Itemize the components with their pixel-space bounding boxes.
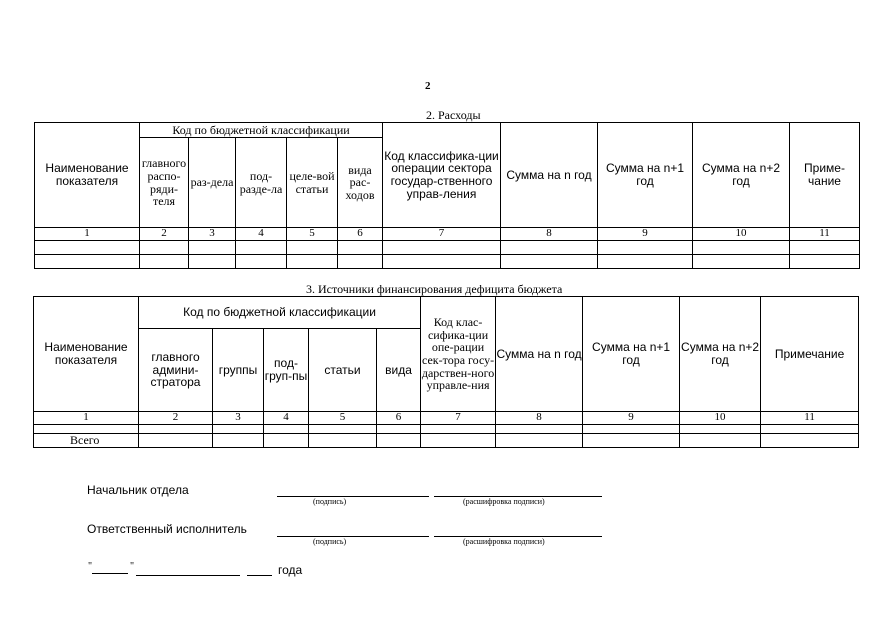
header-operation-code: Код клас-сифика-ции опе-рации сек-тора госу-дарствен-ного управле-ния	[421, 297, 496, 412]
col-num: 6	[377, 412, 421, 425]
section-3-title: 3. Источники финансирования дефицита бюджета	[306, 282, 563, 296]
header-sum-n2: Сумма на n+2 год	[680, 297, 761, 412]
responsible-executor-label: Ответственный исполнитель	[87, 522, 247, 536]
col-num: 10	[693, 228, 790, 241]
col-num: 3	[213, 412, 264, 425]
date-year-line[interactable]	[247, 575, 272, 576]
head-of-department-label: Начальник отдела	[87, 483, 189, 497]
col-num: 9	[598, 228, 693, 241]
table-row	[35, 255, 860, 269]
header-note: Приме-чание	[790, 123, 860, 228]
col-num: 11	[790, 228, 860, 241]
col-num: 8	[501, 228, 598, 241]
date-quote-close: "	[130, 561, 135, 572]
decode-caption: (расшифровка подписи)	[463, 497, 545, 506]
col-num: 2	[139, 412, 213, 425]
col-num: 11	[761, 412, 859, 425]
section-2-title: 2. Расходы	[426, 108, 481, 122]
signature-caption: (подпись)	[313, 537, 347, 546]
header-main-manager: главного распо-ряди-теля	[140, 138, 189, 228]
header-group: Код по бюджетной классификации	[140, 123, 383, 138]
header-subsection: под-разде-ла	[236, 138, 287, 228]
header-article: статьи	[309, 329, 377, 412]
header-sum-n1: Сумма на n+1 год	[598, 123, 693, 228]
decode-caption: (расшифровка подписи)	[463, 537, 545, 546]
col-num: 7	[383, 228, 501, 241]
header-name: Наименование показателя	[34, 297, 139, 412]
header-sum-n: Сумма на n год	[501, 123, 598, 228]
total-label: Всего	[34, 434, 139, 448]
header-expense-type: вида рас-ходов	[338, 138, 383, 228]
col-num: 7	[421, 412, 496, 425]
year-word: года	[278, 563, 303, 577]
header-sum-n: Сумма на n год	[496, 297, 583, 412]
head-signature-line[interactable]	[277, 496, 429, 497]
column-numbers-row	[35, 228, 860, 241]
header-group: Код по бюджетной классификации	[139, 297, 421, 329]
header-name: Наименование показателя	[35, 123, 140, 228]
col-num: 1	[35, 228, 140, 241]
header-main-admin: главного админи-стратора	[139, 329, 213, 412]
date-day-line[interactable]	[92, 573, 128, 574]
table-row	[34, 425, 859, 434]
col-num: 5	[309, 412, 377, 425]
header-subgroup: под-груп-пы	[264, 329, 309, 412]
col-num: 9	[583, 412, 680, 425]
col-num: 8	[496, 412, 583, 425]
executor-signature-line[interactable]	[277, 536, 429, 537]
col-num: 6	[338, 228, 383, 241]
header-note: Примечание	[761, 297, 859, 412]
header-sum-n1: Сумма на n+1 год	[583, 297, 680, 412]
total-row	[34, 434, 859, 448]
header-operation-code: Код классифика-ции операции сектора государ-ственного управ-ления	[383, 123, 501, 228]
col-num: 1	[34, 412, 139, 425]
header-section: раз-дела	[189, 138, 236, 228]
col-num: 10	[680, 412, 761, 425]
date-quote-open: "	[88, 561, 93, 572]
header-sum-n2: Сумма на n+2 год	[693, 123, 790, 228]
col-num: 4	[264, 412, 309, 425]
signature-caption: (подпись)	[313, 497, 347, 506]
header-type: вида	[377, 329, 421, 412]
page-number: 2	[425, 80, 431, 92]
col-num: 5	[287, 228, 338, 241]
date-month-line[interactable]	[136, 575, 240, 576]
col-num: 3	[189, 228, 236, 241]
header-target-article: целе-вой статьи	[287, 138, 338, 228]
table-row	[35, 241, 860, 255]
header-group-code: группы	[213, 329, 264, 412]
expenses-table	[34, 122, 860, 269]
column-numbers-row	[34, 412, 859, 425]
deficit-sources-table	[33, 296, 859, 448]
col-num: 2	[140, 228, 189, 241]
col-num: 4	[236, 228, 287, 241]
